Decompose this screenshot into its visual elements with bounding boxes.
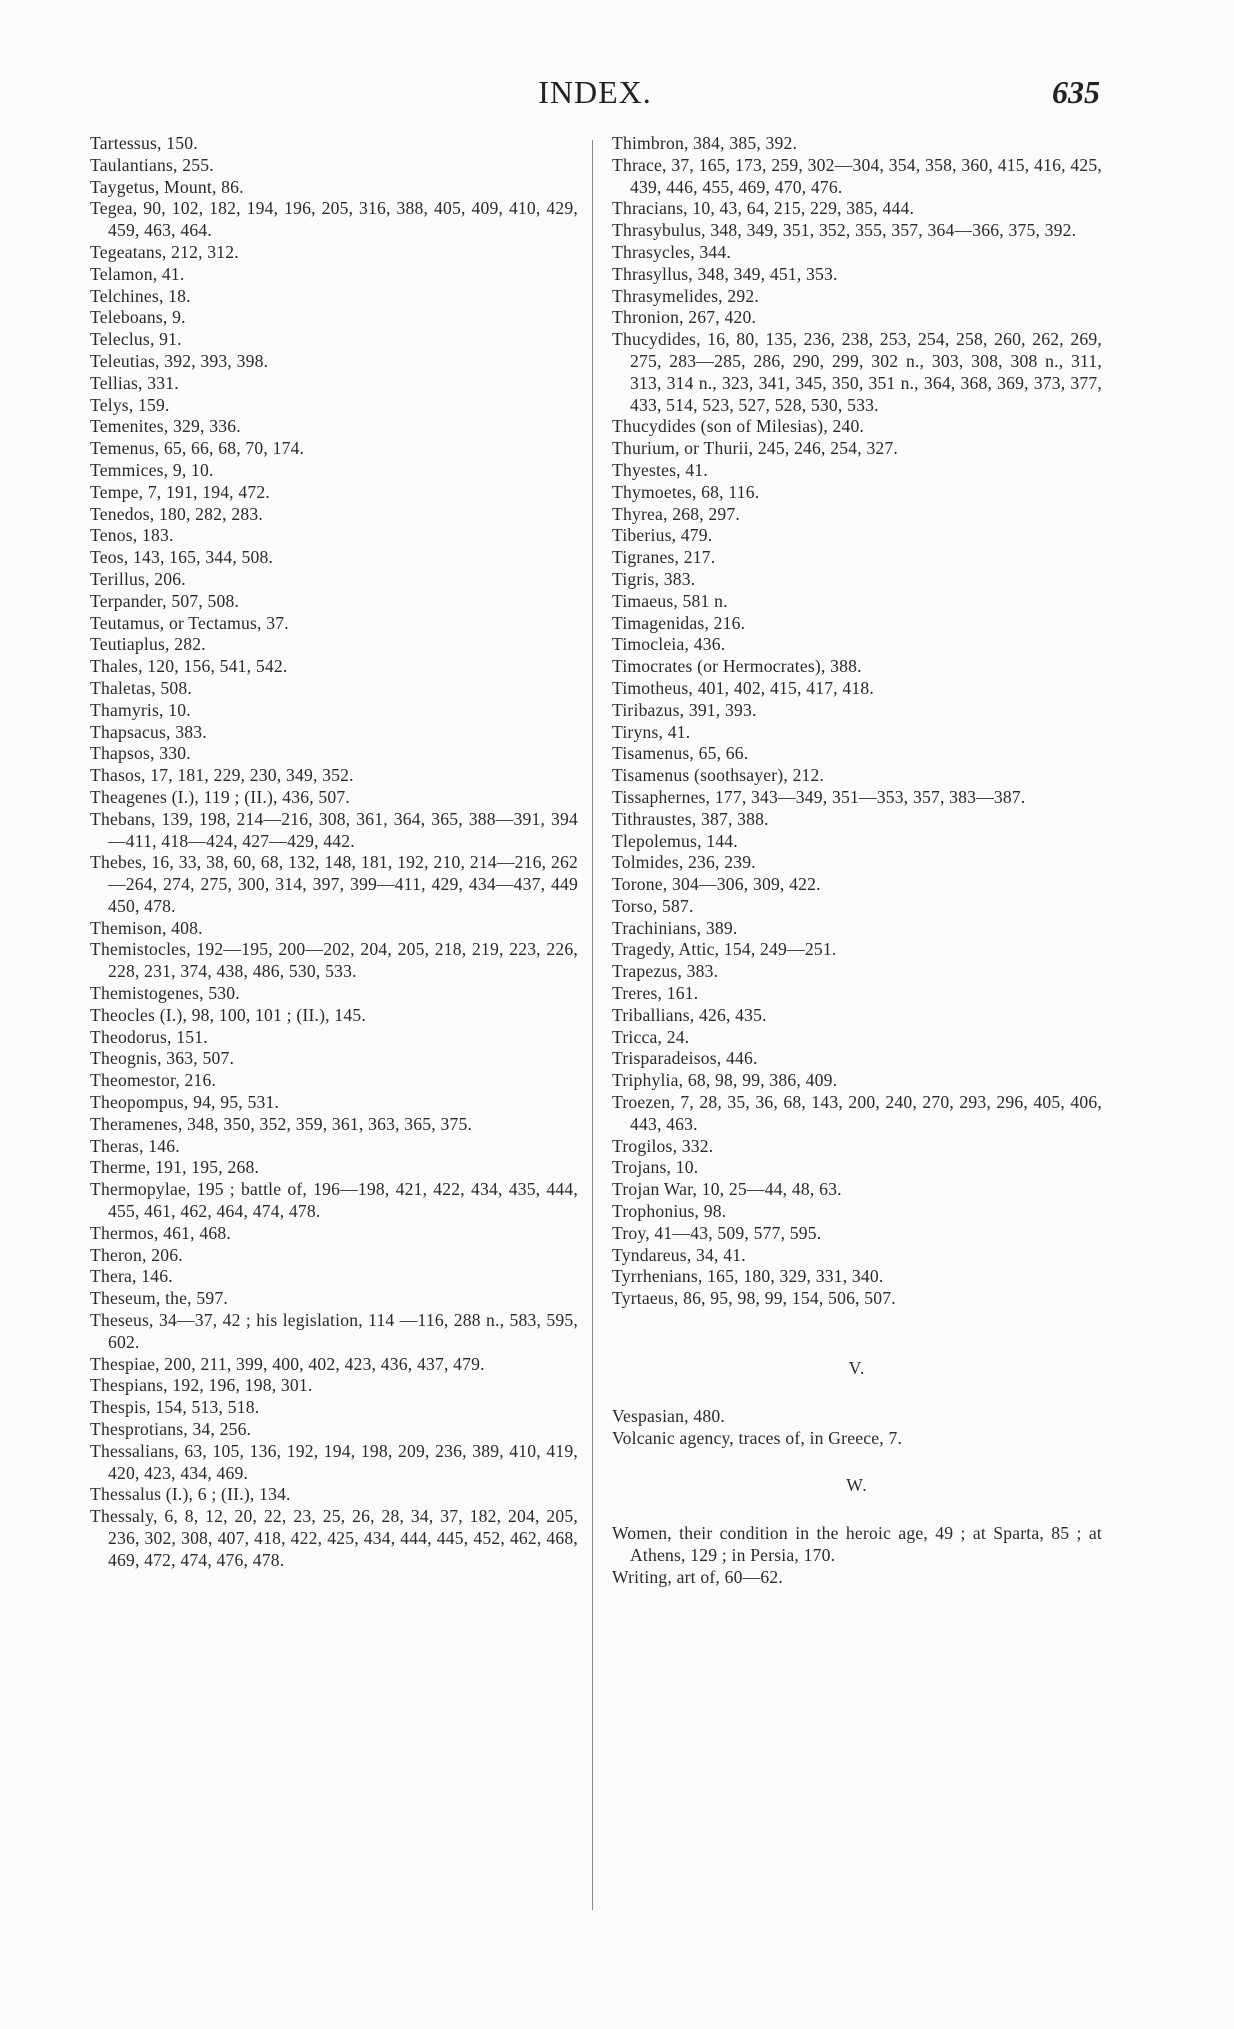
index-entry: Telamon, 41. — [90, 263, 185, 284]
index-entry: Teleutias, 392, 393, 398. — [90, 350, 269, 371]
index-entry: Tigris, 383. — [612, 568, 696, 589]
page-title: INDEX. — [538, 74, 652, 110]
index-entry: Temenus, 65, 66, 68, 70, 174. — [90, 438, 305, 459]
index-entry: Thebes, 16, 33, 38, 60, 68, 132, 148, 181, 192, 210, 214—216, 262—264, 274, 275, 300, 314, 397, 399—411, 429, 434—437, 449 450, 478. — [90, 852, 578, 916]
index-entry: Thessalians, 63, 105, 136, 192, 194, 198, 209, 236, 389, 410, 419, 420, 423, 434, 469. — [90, 1440, 578, 1483]
index-entry: Thespiae, 200, 211, 399, 400, 402, 423, 436, 437, 479. — [90, 1353, 485, 1374]
section-v-entries — [612, 1406, 1102, 1450]
index-entry: Tiberius, 479. — [612, 525, 713, 546]
index-entry: Tisamenus, 65, 66. — [612, 743, 749, 764]
section-letter-w: W. — [846, 1475, 868, 1496]
index-column-left — [90, 133, 578, 1572]
index-entry: Telys, 159. — [90, 394, 170, 415]
index-entry: Teutamus, or Tectamus, 37. — [90, 612, 289, 633]
index-entry: Trachinians, 389. — [612, 917, 738, 938]
index-entry: Theras, 146. — [90, 1135, 180, 1156]
index-entry: Terillus, 206. — [90, 568, 186, 589]
index-entry: Themistocles, 192—195, 200—202, 204, 205, 218, 219, 223, 226, 228, 231, 374, 438, 486, 530, 533. — [90, 939, 578, 982]
index-entry: Thimbron, 384, 385, 392. — [612, 133, 798, 153]
index-entry: Torso, 587. — [612, 895, 694, 916]
index-entry: Thamyris, 10. — [90, 699, 191, 720]
index-entry: Thrasybulus, 348, 349, 351, 352, 355, 357, 364—366, 375, 392. — [612, 220, 1077, 241]
index-entry: Treres, 161. — [612, 983, 699, 1004]
index-entry: Thasos, 17, 181, 229, 230, 349, 352. — [90, 765, 354, 786]
right-column-entries — [612, 133, 1102, 1310]
index-entry: Tiryns, 41. — [612, 721, 691, 742]
section-w-entries — [612, 1523, 1102, 1588]
index-entry: Theron, 206. — [90, 1244, 183, 1265]
index-entry: Teos, 143, 165, 344, 508. — [90, 547, 274, 568]
index-entry: Thyestes, 41. — [612, 459, 708, 480]
index-entry: Thermos, 461, 468. — [90, 1222, 231, 1243]
index-entry: Taygetus, Mount, 86. — [90, 176, 244, 197]
index-entry: Tegea, 90, 102, 182, 194, 196, 205, 316, 388, 405, 409, 410, 429, 459, 463, 464. — [90, 198, 578, 241]
index-entry: Tigranes, 217. — [612, 547, 716, 568]
index-entry: Thyrea, 268, 297. — [612, 503, 740, 524]
index-entry: Trophonius, 98. — [612, 1201, 727, 1222]
index-entry: Vespasian, 480. — [612, 1405, 725, 1426]
index-entry: Tithraustes, 387, 388. — [612, 808, 769, 829]
index-entry: Trojan War, 10, 25—44, 48, 63. — [612, 1179, 842, 1200]
index-entry: Tisamenus (soothsayer), 212. — [612, 765, 825, 786]
index-entry: Triphylia, 68, 98, 99, 386, 409. — [612, 1070, 838, 1091]
index-entry: Telchines, 18. — [90, 285, 191, 306]
index-entry: Theagenes (I.), 119 ; (II.), 436, 507. — [90, 786, 351, 807]
index-entry: Thrasycles, 344. — [612, 241, 731, 262]
index-entry: Women, their condition in the heroic age, 49 ; at Sparta, 85 ; at Athens, 129 ; in Persia, 170. — [612, 1523, 1102, 1566]
index-entry: Tenedos, 180, 282, 283. — [90, 503, 263, 524]
index-entry: Tenos, 183. — [90, 525, 174, 546]
index-entry: Thera, 146. — [90, 1266, 173, 1287]
index-entry: Thracians, 10, 43, 64, 215, 229, 385, 444. — [612, 198, 915, 219]
index-entry: Thespians, 192, 196, 198, 301. — [90, 1375, 313, 1396]
index-entry: Thucydides (son of Milesias), 240. — [612, 416, 865, 437]
index-entry: Triballians, 426, 435. — [612, 1004, 767, 1025]
index-entry: Theodorus, 151. — [90, 1026, 208, 1047]
index-entry: Timaeus, 581 n. — [612, 590, 728, 611]
index-entry: Thucydides, 16, 80, 135, 236, 238, 253, 254, 258, 260, 262, 269, 275, 283—285, 286, 290, 299, 302 n., 303, 308, 308 n., 311, 313, 314 n., 323, 341, 345, 350, 351 n., 364, 368, 369, 373, 377, 433, 514, 523, 527, 528, 530, 533. — [612, 329, 1102, 415]
index-entry: Thaletas, 508. — [90, 677, 192, 698]
index-entry: Taulantians, 255. — [90, 154, 214, 175]
index-entry: Theomestor, 216. — [90, 1070, 217, 1091]
index-entry: Themistogenes, 530. — [90, 983, 240, 1004]
index-entry: Thrace, 37, 165, 173, 259, 302—304, 354, 358, 360, 415, 416, 425, 439, 446, 455, 469, 470, 476. — [612, 154, 1102, 197]
index-entry: Tyrrhenians, 165, 180, 329, 331, 340. — [612, 1266, 884, 1287]
index-entry: Tragedy, Attic, 154, 249—251. — [612, 939, 837, 960]
index-entry: Thronion, 267, 420. — [612, 307, 757, 328]
index-entry: Temmices, 9, 10. — [90, 459, 214, 480]
index-entry: Theseum, the, 597. — [90, 1288, 228, 1309]
index-entry: Tissaphernes, 177, 343—349, 351—353, 357, 383—387. — [612, 786, 1026, 807]
section-letter-v: V. — [848, 1358, 866, 1379]
index-entry: Theseus, 34—37, 42 ; his legislation, 114 —116, 288 n., 583, 595, 602. — [90, 1310, 578, 1352]
index-entry: Temenites, 329, 336. — [90, 416, 241, 437]
index-entry: Timotheus, 401, 402, 415, 417, 418. — [612, 677, 874, 698]
index-entry: Thebans, 139, 198, 214—216, 308, 361, 364, 365, 388—391, 394—411, 418—424, 427—429, 442. — [90, 808, 578, 851]
page-header — [90, 74, 1100, 118]
index-entry: Thales, 120, 156, 541, 542. — [90, 656, 288, 677]
index-entry: Tartessus, 150. — [90, 133, 198, 153]
index-entry: Therme, 191, 195, 268. — [90, 1157, 260, 1178]
index-entry: Tempe, 7, 191, 194, 472. — [90, 481, 270, 502]
index-entry: Tolmides, 236, 239. — [612, 852, 756, 873]
index-entry: Volcanic agency, traces of, in Greece, 7. — [612, 1427, 903, 1448]
index-entry: Trisparadeisos, 446. — [612, 1048, 758, 1069]
index-entry: Theopompus, 94, 95, 531. — [90, 1092, 280, 1113]
index-entry: Tegeatans, 212, 312. — [90, 241, 239, 262]
index-entry: Theocles (I.), 98, 100, 101 ; (II.), 145. — [90, 1004, 366, 1025]
index-entry: Timocrates (or Hermocrates), 388. — [612, 656, 862, 677]
index-entry: Teleclus, 91. — [90, 329, 182, 350]
index-entry: Tyrtaeus, 86, 95, 98, 99, 154, 506, 507. — [612, 1288, 896, 1309]
index-entry: Teutiaplus, 282. — [90, 634, 206, 655]
index-entry: Troy, 41—43, 509, 577, 595. — [612, 1222, 822, 1243]
index-entry: Timocleia, 436. — [612, 634, 726, 655]
index-entry: Trogilos, 332. — [612, 1135, 714, 1156]
index-column-right — [612, 133, 1102, 1589]
index-entry: Thurium, or Thurii, 245, 246, 254, 327. — [612, 438, 899, 459]
index-entry: Tlepolemus, 144. — [612, 830, 738, 851]
index-entry: Theramenes, 348, 350, 352, 359, 361, 363, 365, 375. — [90, 1113, 473, 1134]
index-entry: Thessaly, 6, 8, 12, 20, 22, 23, 25, 26, 28, 34, 37, 182, 204, 205, 236, 302, 308, 407, 418, 422, 425, 434, 444, 445, 452, 462, 468, 469, 472, 474, 476, 478. — [90, 1506, 578, 1570]
index-entry: Thapsos, 330. — [90, 743, 191, 764]
index-entry: Tyndareus, 34, 41. — [612, 1244, 746, 1265]
index-entry: Troezen, 7, 28, 35, 36, 68, 143, 200, 240, 270, 293, 296, 405, 406, 443, 463. — [612, 1092, 1102, 1134]
index-entry: Teleboans, 9. — [90, 307, 186, 328]
index-entry: Thapsacus, 383. — [90, 721, 207, 742]
index-entry: Themison, 408. — [90, 917, 203, 938]
index-entry: Thermopylae, 195 ; battle of, 196—198, 421, 422, 434, 435, 444, 455, 461, 462, 464, 474, 478. — [90, 1179, 578, 1222]
index-entry: Writing, art of, 60—62. — [612, 1566, 784, 1587]
index-entry: Thesprotians, 34, 256. — [90, 1419, 252, 1440]
index-entry: Thymoetes, 68, 116. — [612, 481, 760, 502]
index-entry: Theognis, 363, 507. — [90, 1048, 235, 1069]
column-divider — [592, 140, 593, 1910]
index-entry: Trapezus, 383. — [612, 961, 719, 982]
page-number: 635 — [1052, 74, 1100, 110]
index-entry: Thespis, 154, 513, 518. — [90, 1397, 260, 1418]
index-entry: Trojans, 10. — [612, 1157, 699, 1178]
index-entry: Tiribazus, 391, 393. — [612, 699, 757, 720]
index-entry: Tricca, 24. — [612, 1026, 690, 1047]
index-entry: Torone, 304—306, 309, 422. — [612, 874, 821, 895]
index-entry: Thessalus (I.), 6 ; (II.), 134. — [90, 1484, 291, 1505]
index-entry: Tellias, 331. — [90, 372, 179, 393]
index-entry: Thrasyllus, 348, 349, 451, 353. — [612, 263, 838, 284]
index-entry: Terpander, 507, 508. — [90, 590, 240, 611]
index-entry: Thrasymelides, 292. — [612, 285, 759, 306]
index-entry: Timagenidas, 216. — [612, 612, 746, 633]
